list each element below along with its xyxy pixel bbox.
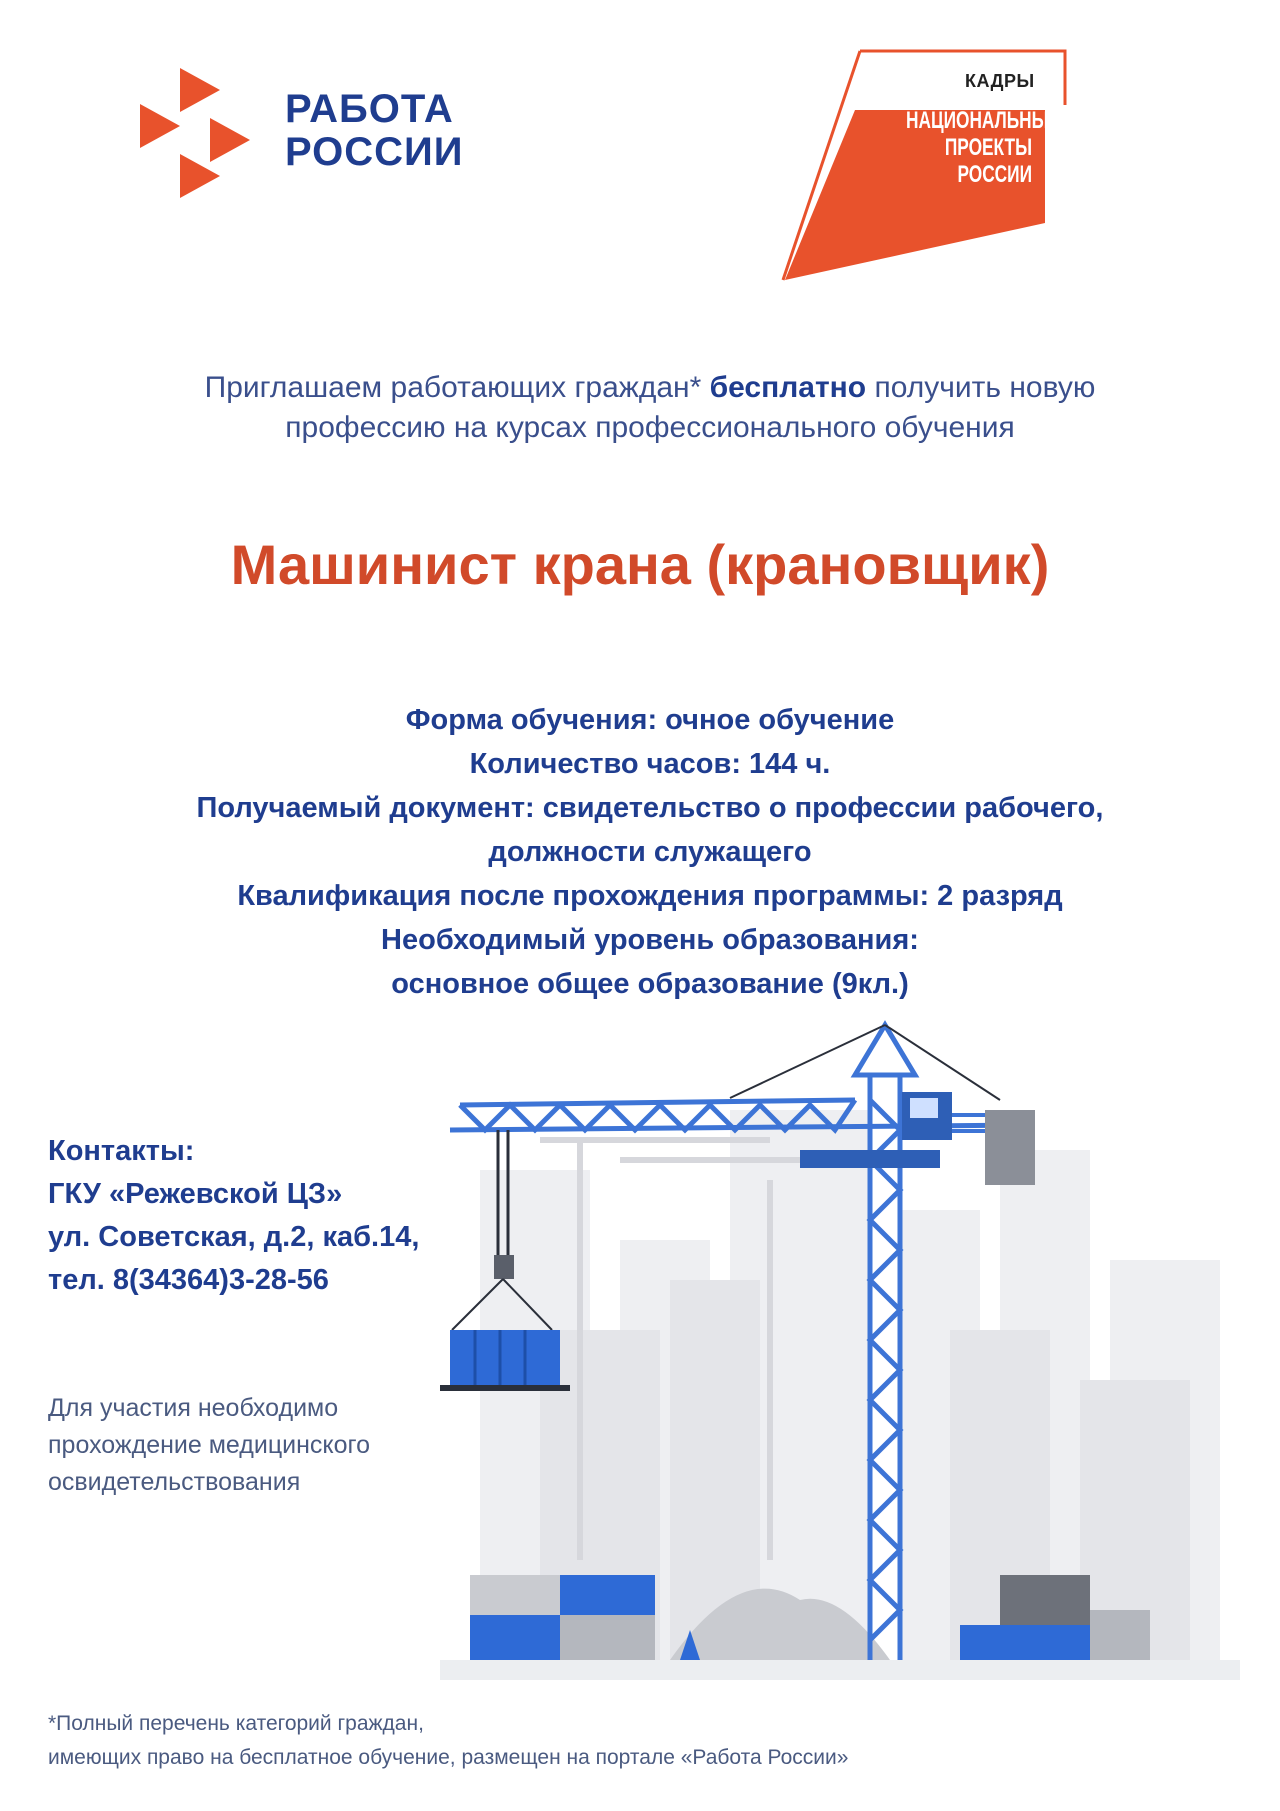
contacts-heading: Контакты: (48, 1135, 195, 1167)
rabota-logo-text (285, 88, 464, 174)
profession-title: Машинист крана (крановщик) (230, 533, 1050, 596)
contacts-address: ул. Советская, д.2, каб.14, (48, 1221, 420, 1253)
medical-line3: освидетельствования (48, 1468, 301, 1496)
detail-qualification: Квалификация после прохождения программы: 2 разряд (237, 880, 1063, 912)
rabota-logo-mark-icon (140, 68, 280, 208)
np-line1: НАЦИОНАЛЬНЫЕ (906, 107, 1061, 134)
np-line3: РОССИИ (957, 161, 1032, 188)
medical-line2: прохождение медицинского (48, 1431, 371, 1459)
intro-line2: профессию на курсах профессионального обучения (285, 411, 1015, 444)
medical-line1: Для участия необходимо (48, 1394, 339, 1422)
rabota-rossii-logo (140, 68, 500, 208)
contacts-organization: ГКУ «Режевской ЦЗ» (48, 1178, 343, 1210)
crane-illustration (440, 1000, 1240, 1680)
detail-document-cont: должности служащего (488, 836, 812, 868)
detail-hours: Количество часов: 144 ч. (469, 748, 831, 780)
course-details (60, 698, 1240, 1006)
footnote-line2: имеющих право на бесплатное обучение, размещен на портале «Работа России» (48, 1746, 849, 1769)
kadry-label: КАДРЫ (965, 71, 1035, 91)
rabota-logo-line2: РОССИИ (285, 130, 464, 174)
intro-bold-word: бесплатно (709, 371, 867, 404)
intro-part2: получить новую (866, 371, 1096, 404)
detail-document: Получаемый документ: свидетельство о профессии рабочего, (196, 792, 1104, 824)
contacts-phone: тел. 8(34364)3-28-56 (48, 1264, 329, 1296)
np-line2: ПРОЕКТЫ (944, 134, 1032, 161)
footnote (48, 1707, 1148, 1775)
detail-education-cont: основное общее образование (9кл.) (391, 968, 909, 1000)
rabota-logo-line1: РАБОТА (285, 87, 454, 131)
footnote-line1: *Полный перечень категорий граждан, (48, 1712, 424, 1735)
intro-text (60, 368, 1240, 448)
detail-education: Необходимый уровень образования: (381, 924, 919, 956)
detail-form: Форма обучения: очное обучение (405, 704, 895, 736)
intro-part1: Приглашаем работающих граждан* (204, 371, 710, 404)
national-projects-text (906, 107, 1061, 188)
national-projects-logo (775, 45, 1075, 285)
contacts-block (48, 1130, 508, 1302)
medical-note (48, 1390, 508, 1501)
